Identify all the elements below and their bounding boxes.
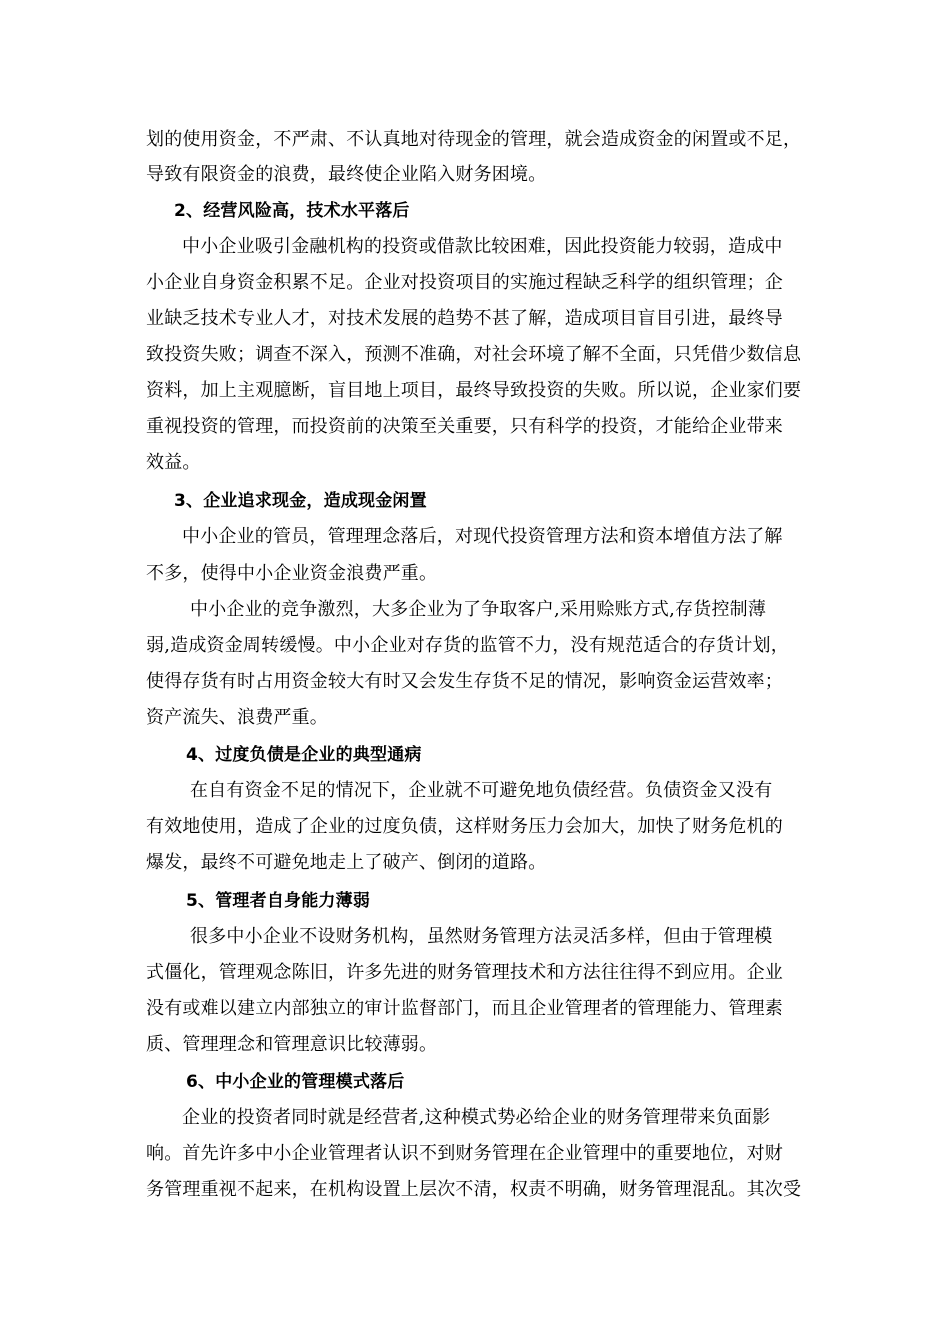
text-line: 重视投资的管理，而投资前的决策至关重要，只有科学的投资，才能给企业带来 [146,416,783,437]
text-line: 资产流失、浪费严重。 [146,707,328,728]
text-line: 小企业自身资金积累不足。企业对投资项目的实施过程缺乏科学的组织管理；企 [146,272,783,293]
text-line: 响。首先许多中小企业管理者认识不到财务管理在企业管理中的重要地位，对财 [146,1143,783,1164]
text-line: 划的使用资金，不严肃、不认真地对待现金的管理，就会造成资金的闲置或不足， [146,129,802,150]
section-heading-2: 2、经营风险高，技术水平落后 [174,201,410,221]
text-line: 务管理重视不起来，在机构设置上层次不清，权责不明确，财务管理混乱。其次受 [146,1179,802,1200]
text-line: 爆发，最终不可避免地走上了破产、倒闭的道路。 [146,852,547,873]
text-line: 业缺乏技术专业人才，对技术发展的趋势不甚了解，造成项目盲目引进，最终导 [146,308,783,329]
section-heading-6: 6、中小企业的管理模式落后 [186,1072,405,1092]
text-line: 中小企业的竞争激烈，大多企业为了争取客户,采用赊账方式,存货控制薄 [190,599,767,620]
text-line: 很多中小企业不设财务机构，虽然财务管理方法灵活多样，但由于管理模 [190,926,773,947]
section-heading-3: 3、企业追求现金，造成现金闲置 [174,491,427,511]
text-line: 使得存货有时占用资金较大有时又会发生存货不足的情况，影响资金运营效率； [146,671,783,692]
text-line: 效益。 [146,452,201,473]
text-line: 没有或难以建立内部独立的审计监督部门，而且企业管理者的管理能力、管理素 [146,998,783,1019]
text-line: 导致有限资金的浪费，最终使企业陷入财务困境。 [146,164,547,185]
text-line: 在自有资金不足的情况下，企业就不可避免地负债经营。负债资金又没有 [190,780,773,801]
text-line: 弱,造成资金周转缓慢。中小企业对存货的监管不力，没有规范适合的存货计划， [146,635,789,656]
text-line: 不多，使得中小企业资金浪费严重。 [146,563,438,584]
section-heading-4: 4、过度负债是企业的典型通病 [186,745,422,765]
text-line: 企业的投资者同时就是经营者,这种模式势必给企业的财务管理带来负面影 [182,1107,771,1128]
text-line: 式僵化，管理观念陈旧，许多先进的财务管理技术和方法往往得不到应用。企业 [146,962,783,983]
text-line: 中小企业吸引金融机构的投资或借款比较困难，因此投资能力较弱，造成中 [182,236,783,257]
text-line: 资料，加上主观臆断，盲目地上项目，最终导致投资的失败。所以说，企业家们要 [146,380,802,401]
section-heading-5: 5、管理者自身能力薄弱 [186,891,371,911]
text-line: 有效地使用，造成了企业的过度负债，这样财务压力会加大，加快了财务危机的 [146,816,783,837]
text-line: 中小企业的管员，管理理念落后，对现代投资管理方法和资本增值方法了解 [182,526,783,547]
text-line: 致投资失败；调查不深入，预测不准确，对社会环境了解不全面，只凭借少数信息 [146,344,802,365]
text-line: 质、管理理念和管理意识比较薄弱。 [146,1034,438,1055]
